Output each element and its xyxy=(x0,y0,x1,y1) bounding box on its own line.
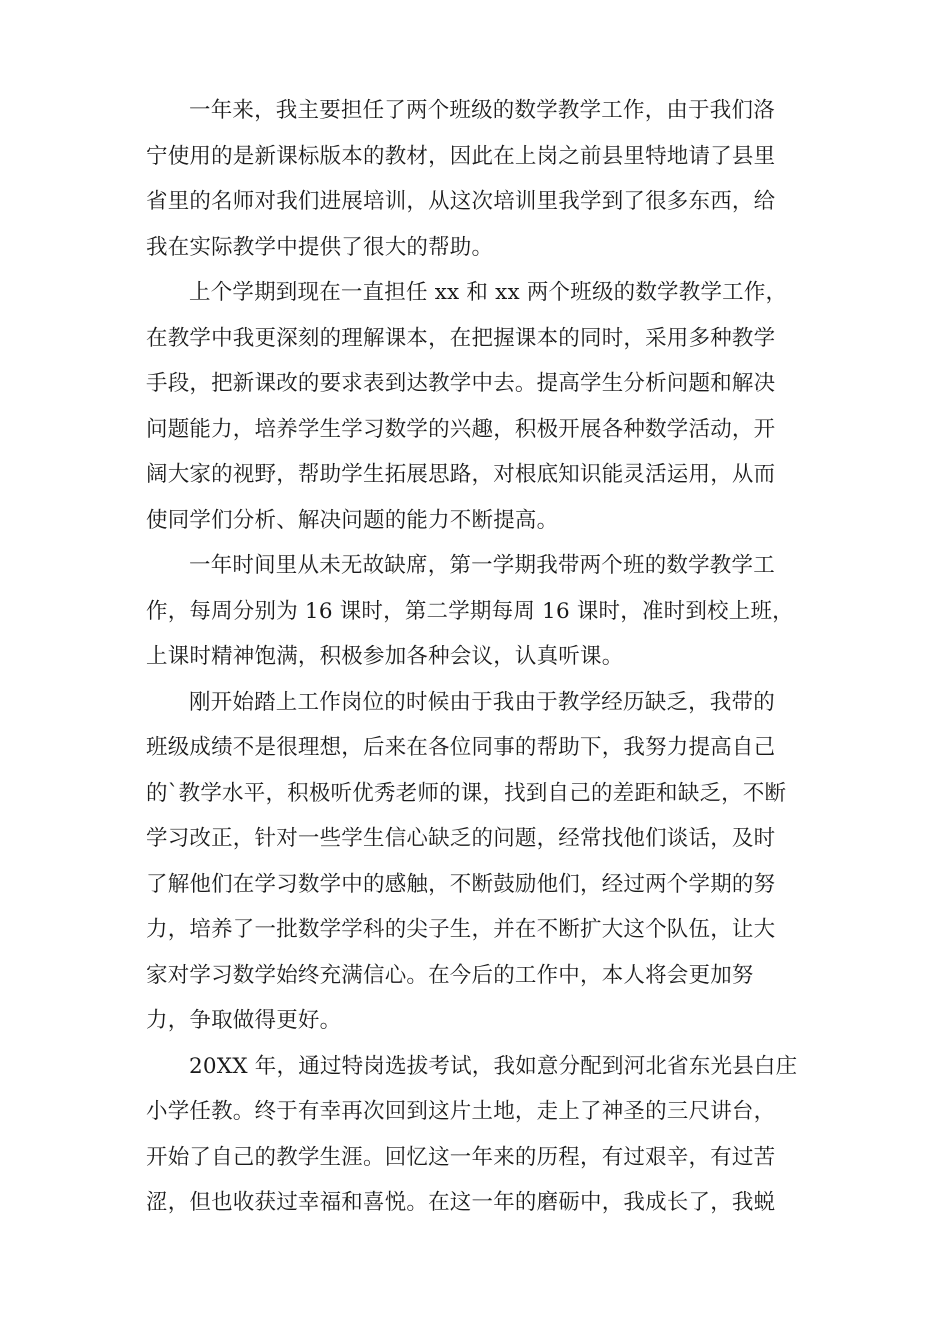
paragraph-line: 问题能力，培养学生学习数学的兴趣，积极开展各种数学活动，开 xyxy=(146,416,776,442)
paragraph-line: 上个学期到现在一直担任 xx 和 xx 两个班级的数学教学工作， xyxy=(189,280,788,305)
paragraph-2 xyxy=(146,270,816,543)
paragraph-line: 阔大家的视野，帮助学生拓展思路，对根底知识能灵活运用，从而 xyxy=(146,462,776,487)
paragraph-line: 学习改正，针对一些学生信心缺乏的问题，经常找他们谈话，及时 xyxy=(146,826,776,851)
paragraph-line: 了解他们在学习数学中的感触，不断鼓励他们，经过两个学期的努 xyxy=(146,871,776,897)
paragraph-line: 作，每周分别为 16 课时，第二学期每周 16 课时，准时到校上班， xyxy=(146,598,794,624)
paragraph-line: 涩，但也收获过幸福和喜悦。在这一年的磨砺中，我成长了，我蜕 xyxy=(146,1190,776,1215)
paragraph-line: 手段，把新课改的要求表到达教学中去。提高学生分析问题和解决 xyxy=(146,371,776,396)
paragraph-line: 班级成绩不是很理想，后来在各位同事的帮助下，我努力提高自己 xyxy=(146,735,776,760)
paragraph-line: 力，争取做得更好。 xyxy=(146,1008,342,1033)
paragraph-3 xyxy=(146,543,816,680)
paragraph-line: 在教学中我更深刻的理解课本，在把握课本的同时，采用多种教学 xyxy=(146,325,776,351)
paragraph-4 xyxy=(146,680,816,1044)
document-body xyxy=(146,88,816,1226)
paragraph-line: 20XX 年，通过特岗选拔考试，我如意分配到河北省东光县白庄 xyxy=(189,1053,798,1079)
paragraph-line: 一年时间里从未无故缺席，第一学期我带两个班的数学教学工 xyxy=(189,553,775,578)
paragraph-line: 开始了自己的教学生涯。回忆这一年来的历程，有过艰辛，有过苦 xyxy=(146,1144,776,1170)
paragraph-line: 使同学们分析、解决问题的能力不断提高。 xyxy=(146,507,559,533)
paragraph-1 xyxy=(146,88,816,270)
paragraph-line: 刚开始踏上工作岗位的时候由于我由于教学经历缺乏，我带的 xyxy=(189,689,775,715)
paragraph-line: 我在实际教学中提供了很大的帮助。 xyxy=(146,234,494,260)
paragraph-line: 小学任教。终于有幸再次回到这片土地，走上了神圣的三尺讲台， xyxy=(146,1099,776,1124)
paragraph-line: 一年来，我主要担任了两个班级的数学教学工作，由于我们洛 xyxy=(189,98,775,123)
paragraph-line: 上课时精神饱满，积极参加各种会议，认真听课。 xyxy=(146,644,624,669)
paragraph-5 xyxy=(146,1044,816,1226)
paragraph-line: 家对学习数学始终充满信心。在今后的工作中，本人将会更加努 xyxy=(146,962,754,988)
paragraph-line: 省里的名师对我们进展培训，从这次培训里我学到了很多东西，给 xyxy=(146,189,776,214)
paragraph-line: 的`教学水平，积极听优秀老师的课，找到自己的差距和缺乏，不断 xyxy=(146,780,787,806)
paragraph-line: 力，培养了一批数学学科的尖子生，并在不断扩大这个队伍，让大 xyxy=(146,917,776,942)
paragraph-line: 宁使用的是新课标版本的教材，因此在上岗之前县里特地请了县里 xyxy=(146,143,776,169)
